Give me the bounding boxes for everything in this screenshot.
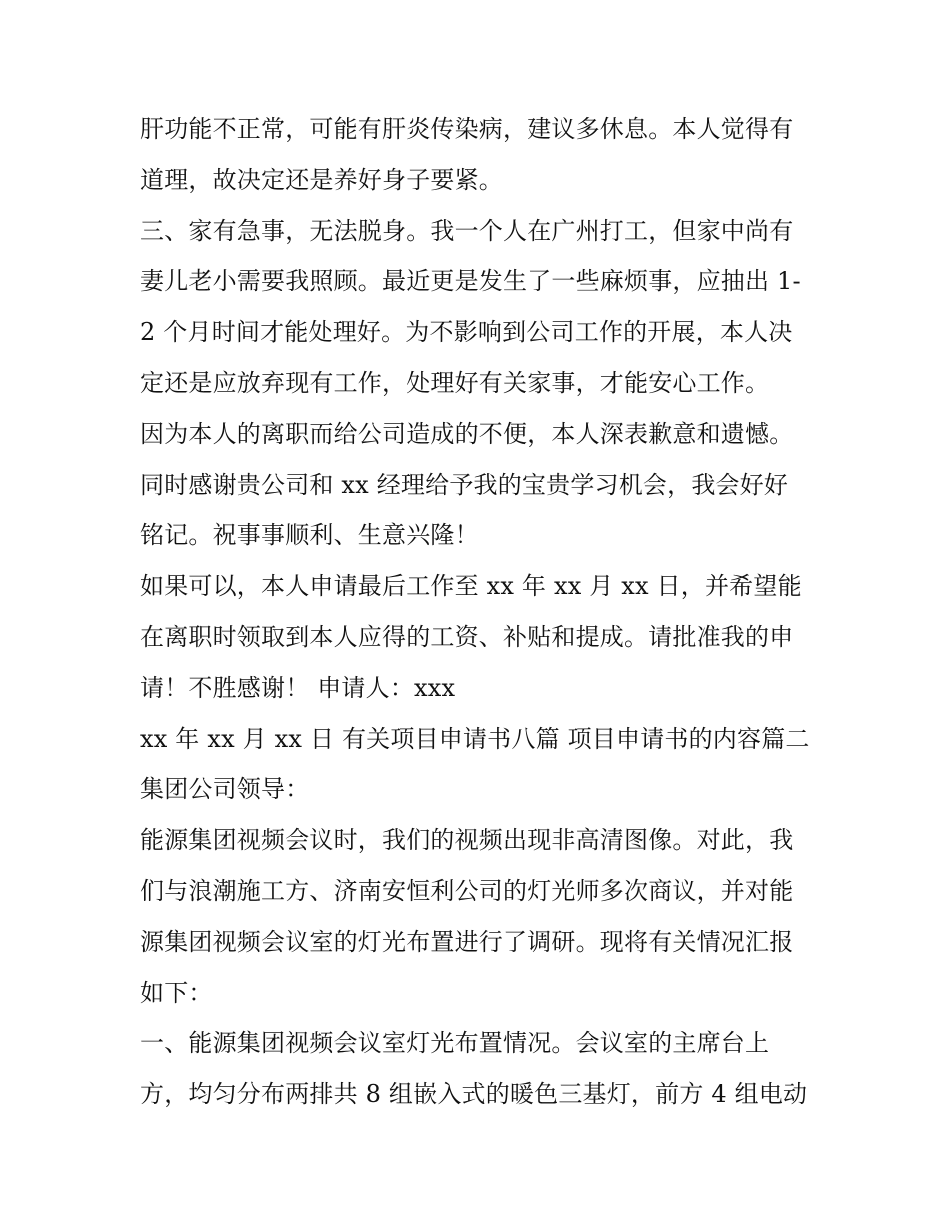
text-line: 同时感谢贵公司和 xx 经理给予我的宝贵学习机会，我会好好 [140, 470, 789, 499]
text-line: 能源集团视频会议时，我们的视频出现非高清图像。对此，我 [140, 826, 794, 855]
text-line: 道理，故决定还是养好身子要紧。 [140, 165, 503, 194]
text-line: 定还是应放弃现有工作，处理好有关家事，才能安心工作。 [140, 368, 770, 397]
text-line: xx 年 xx 月 xx 日 有关项目申请书八篇 项目申请书的内容篇二 [140, 724, 810, 753]
text-line: 在离职时领取到本人应得的工资、补贴和提成。请批准我的申 [140, 622, 794, 651]
text-line: 铭记。祝事事顺利、生意兴隆！ [140, 521, 479, 550]
text-line: 集团公司领导： [140, 775, 310, 804]
text-line: 因为本人的离职而给公司造成的不便，本人深表歉意和遗憾。 [140, 419, 794, 448]
text-line: 如果可以，本人申请最后工作至 xx 年 xx 月 xx 日，并希望能 [140, 572, 802, 601]
text-line: 方，均匀分布两排共 8 组嵌入式的暖色三基灯，前方 4 组电动 [140, 1080, 808, 1109]
body-text [140, 104, 820, 1120]
text-line: 妻儿老小需要我照顾。最近更是发生了一些麻烦事，应抽出 1- [140, 267, 801, 296]
text-line: 请！不胜感谢！ 申请人：xxx [140, 673, 456, 702]
text-line: 三、家有急事，无法脱身。我一个人在广州打工，但家中尚有 [140, 216, 794, 245]
text-line: 肝功能不正常，可能有肝炎传染病，建议多休息。本人觉得有 [140, 115, 794, 143]
text-line: 如下： [140, 978, 213, 1007]
text-line: 源集团视频会议室的灯光布置进行了调研。现将有关情况汇报 [140, 927, 794, 956]
text-line: 们与浪潮施工方、济南安恒利公司的灯光师多次商议，并对能 [140, 876, 794, 905]
text-line: 2 个月时间才能处理好。为不影响到公司工作的开展，本人决 [140, 318, 793, 347]
text-line: 一、能源集团视频会议室灯光布置情况。会议室的主席台上 [140, 1029, 770, 1058]
